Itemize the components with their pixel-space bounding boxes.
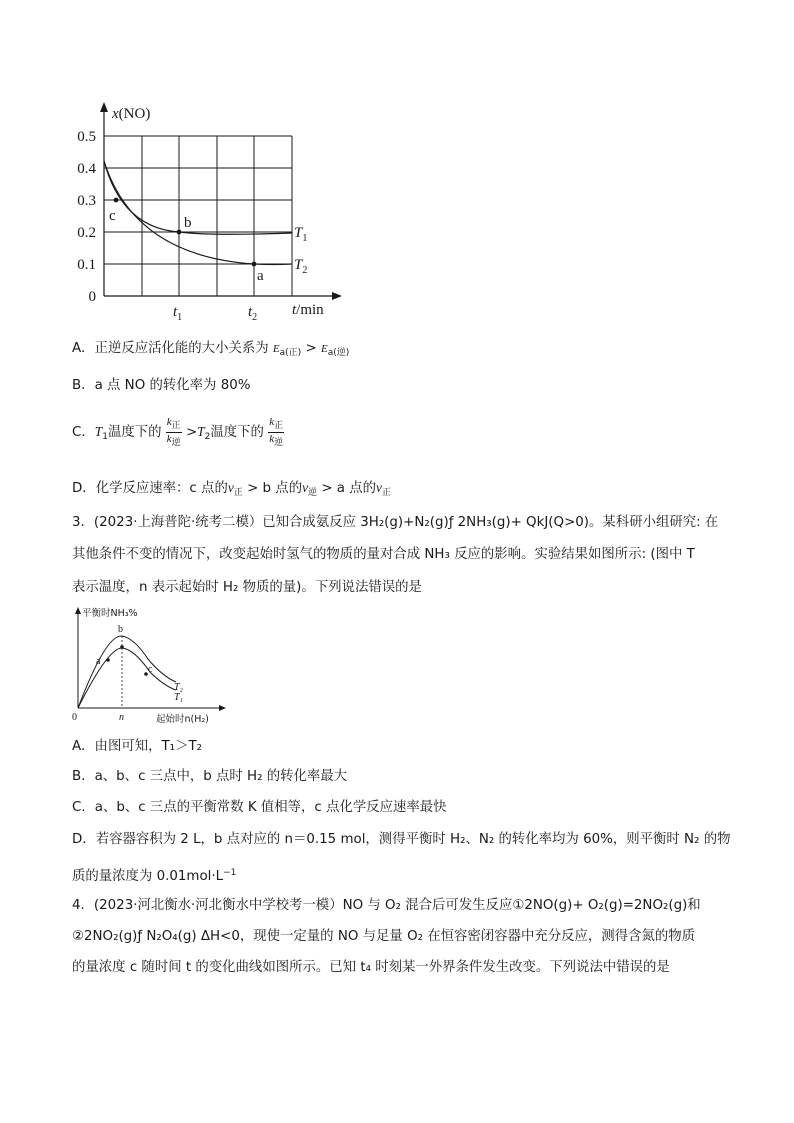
q3-stem-line2: 其他条件不变的情况下，改变起始时氢气的物质的量对合成 NH₃ 反应的影响。实验结果如图所示: (图中 T (72, 547, 695, 562)
q3-option-a: A．由图可知，T₁＞T₂ (72, 739, 202, 754)
q4-stem-line3: 的量浓度 c 随时间 t 的变化曲线如图所示。已知 t₄ 时刻某一外界条件发生改变。下列说法中错误的是 (72, 960, 670, 975)
curve-label-t1: $T_1$ (294, 225, 308, 244)
y-tick: 0 (88, 289, 96, 305)
y-tick: 0.1 (77, 257, 96, 273)
point-a (106, 658, 110, 662)
point-label-b: b (118, 624, 123, 635)
point-label-c: c (148, 664, 153, 675)
q3-option-d-line2: 质的量浓度为 $0.01mol\cdot L^{-1}$ (72, 868, 237, 884)
curve-t2 (104, 161, 292, 265)
point-b (120, 645, 124, 649)
x-tick-t2: $t_2$ (248, 304, 258, 323)
q4-stem-line2: ②2NO₂(g)ƒ N₂O₄(g) ΔH<0，现使一定量的 NO 与足量 O₂ 在恒容密闭容器中充分反应，测得含氮的物质 (72, 929, 696, 944)
y-axis-label: x(NO) (112, 106, 151, 122)
q2-option-a: A．正逆反应活化能的大小关系为 $E_{a(正)} > E_{a(逆)}$ (72, 341, 350, 358)
q4-stem-line1: 4．(2023·河北衡水·河北衡水中学校考一模）NO 与 O₂ 混合后可发生反应①2NO(g)+ O₂(g)=2NO₂(g)和 (72, 898, 701, 913)
fraction-k-ratio: $\frac{k_正}{k_逆}$ (166, 415, 181, 447)
origin-label: 0 (72, 712, 77, 723)
y-tick: 0.3 (77, 193, 96, 209)
x-axis-label: 起始时n(H₂) (156, 714, 209, 725)
q3-stem-line3: 表示温度，n 表示起始时 H₂ 物质的量)。下列说法错误的是 (72, 580, 422, 595)
x-axis-label: t/min (292, 302, 324, 318)
y-tick: 0.2 (77, 225, 96, 241)
point-label-a: a (96, 656, 101, 667)
q2-option-b: B．a 点 NO 的转化率为 80% (72, 378, 251, 393)
curve-label-t1: T₁ (174, 692, 184, 703)
q3-option-b: B．a、b、c 三点中，b 点时 H₂ 的转化率最大 (72, 769, 348, 784)
y-tick: 0.4 (77, 161, 96, 177)
fraction-k-ratio: $\frac{k_正}{k_逆}$ (269, 415, 284, 447)
point-label-c: c (109, 208, 116, 224)
x-tick-n: n (119, 712, 124, 723)
nh3-equilibrium-chart (66, 604, 236, 730)
curve-label-t2: T₂ (174, 682, 184, 693)
y-axis-label: 平衡时NH₃% (82, 608, 138, 619)
q3-stem-line1: 3．(2023·上海普陀·统考二模）已知合成氨反应 3H₂(g)+N₂(g)ƒ 2NH₃(g)+ QkJ(Q>0)。某科研小组研究: 在 (72, 515, 719, 530)
curve-label-t2: $T_2$ (294, 257, 308, 276)
no-fraction-chart (60, 96, 360, 326)
point-label-a: a (257, 268, 264, 284)
y-tick: 0.5 (77, 129, 96, 145)
curve-t2 (78, 636, 176, 708)
q2-option-d: D．化学反应速率：c 点的$v_正 > b$ 点的$v_逆 > a$ 点的$v_正$ (72, 480, 392, 498)
curve-t1 (78, 648, 176, 708)
point-b (177, 230, 182, 235)
q2-option-c: C．$T_1$温度下的 $\frac{k_正}{k_逆}$ $>T_2$温度下的 $\frac{k_正}{k_逆}$ (72, 415, 284, 447)
point-a (252, 262, 257, 267)
q3-option-c: C．a、b、c 三点的平衡常数 K 值相等，c 点化学反应速率最快 (72, 800, 447, 815)
point-c (114, 198, 119, 203)
curve-t1 (104, 161, 292, 234)
point-label-b: b (184, 215, 192, 231)
x-tick-t1: $t_1$ (173, 304, 183, 323)
q3-option-d-line1: D．若容器容积为 2 L，b 点对应的 n＝0.15 mol，测得平衡时 H₂、N₂ 的转化率均为 60%，则平衡时 N₂ 的物 (72, 832, 731, 847)
